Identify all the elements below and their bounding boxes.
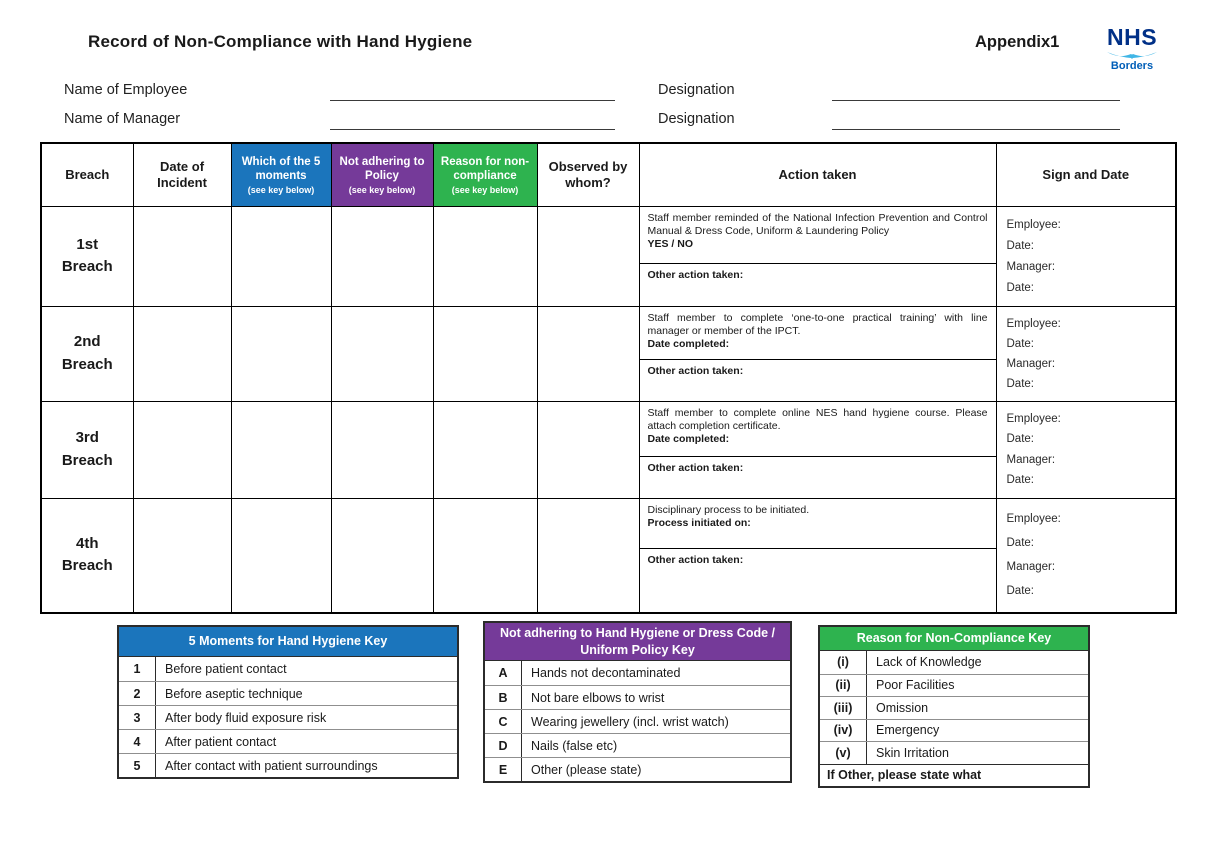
key-row: [485, 661, 790, 685]
breach-1-other-action-label: Other action taken:: [647, 268, 744, 281]
breach-1-reason-cell: [433, 206, 537, 306]
col-header-five-moments-label: Which of the 5 moments: [241, 155, 321, 183]
manager-sign-label: Manager:: [1006, 561, 1056, 574]
breach-1-other-action: [640, 264, 996, 306]
key-row: [485, 685, 790, 709]
name-of-employee-label: Name of Employee: [64, 82, 188, 98]
key-code: 2: [119, 682, 156, 705]
date-label: Date:: [1006, 377, 1034, 390]
breach-2-not-adhering-cell: [331, 306, 433, 401]
key-row: [820, 651, 1088, 674]
breach-row-3: [41, 401, 1176, 498]
key-row: [820, 741, 1088, 764]
col-header-not-adhering-subnote: (see key below): [348, 184, 416, 195]
breach-1-action-bold: YES / NO: [647, 238, 694, 251]
breach-1-action-text: Staff member reminded of the National Infection Prevention and Control Manual & Dress Code, Uniform & Laundering Policy: [647, 211, 988, 237]
key-code: (iii): [820, 697, 867, 719]
key-row: [820, 674, 1088, 697]
col-header-not-adhering: [331, 143, 433, 206]
key-row: [485, 733, 790, 757]
employee-designation-blank-line: [832, 100, 1120, 101]
reason-key-footer: If Other, please state what: [820, 764, 1088, 786]
key-value: Before aseptic technique: [165, 686, 303, 701]
breach-1-action-wrap: [640, 207, 996, 306]
breach-4-action-wrap: [640, 499, 996, 613]
reason-key-title: Reason for Non-Compliance Key: [820, 627, 1088, 651]
breach-1-date-cell: [133, 206, 231, 306]
breach-4-reason-cell: [433, 498, 537, 613]
breach-row-1: [41, 206, 1176, 306]
breach-1-standard-action: [640, 207, 996, 264]
breach-1-ordinal: 1st: [76, 235, 99, 253]
breach-3-action-text: Staff member to complete online NES hand hygiene course. Please attach completion certificate.: [647, 406, 988, 432]
breach-row-2: [41, 306, 1176, 401]
breach-4-action-text: Disciplinary process to be initiated.: [647, 503, 810, 516]
breach-2-action-wrap: [640, 307, 996, 401]
date-label: Date:: [1006, 585, 1034, 598]
breach-2-action-cell: [639, 306, 996, 401]
col-header-observed-by: Observed by whom?: [537, 143, 639, 206]
manager-sign-label: Manager:: [1006, 260, 1056, 273]
policy-key-title: Not adhering to Hand Hygiene or Dress Code / Uniform Policy Key: [485, 623, 790, 661]
breach-3-five-moments-cell: [231, 401, 331, 498]
key-value: Nails (false etc): [531, 738, 618, 753]
breach-2-action-bold: Date completed:: [647, 338, 730, 351]
key-code: (iv): [820, 720, 867, 742]
table-header-row: [41, 143, 1176, 206]
breach-4-other-action: [640, 549, 996, 613]
date-label: Date:: [1006, 537, 1034, 550]
breach-4-standard-action: [640, 499, 996, 549]
col-header-breach: Breach: [41, 143, 133, 206]
breach-2-ordinal: 2nd: [73, 333, 101, 350]
key-code: 5: [119, 754, 156, 777]
manager-designation-label: Designation: [658, 111, 735, 127]
breach-3-ordinal: 3rd: [75, 429, 99, 446]
manager-designation-blank-line: [832, 129, 1120, 130]
breach-4-action-bold: Process initiated on:: [647, 516, 751, 529]
breach-4-ordinal: 4th: [76, 534, 99, 552]
breach-4-date-cell: [133, 498, 231, 613]
five-moments-key-title: 5 Moments for Hand Hygiene Key: [119, 627, 457, 657]
key-value: After body fluid exposure risk: [165, 710, 327, 725]
employee-sign-label: Employee:: [1006, 218, 1061, 231]
key-row: [119, 681, 457, 705]
page-title: Record of Non-Compliance with Hand Hygiene: [88, 32, 473, 51]
breach-4-word: Breach: [61, 557, 113, 575]
breach-3-reason-cell: [433, 401, 537, 498]
key-value: Wearing jewellery (incl. wrist watch): [531, 714, 729, 729]
policy-key-table: [483, 621, 792, 783]
employee-sign-label: Employee:: [1006, 513, 1061, 526]
key-code: C: [485, 710, 522, 733]
breach-1-action-cell: [639, 206, 996, 306]
employee-name-blank-line: [330, 100, 615, 101]
name-of-manager-label: Name of Manager: [64, 111, 181, 127]
breach-3-action-wrap: [640, 402, 996, 498]
breach-4-other-action-label: Other action taken:: [647, 553, 744, 566]
breach-4-sign-wrap: [997, 499, 1176, 613]
breach-3-action-cell: [639, 401, 996, 498]
breach-3-not-adhering-cell: [331, 401, 433, 498]
key-value: Emergency: [876, 723, 940, 738]
key-value: Omission: [876, 700, 929, 715]
key-code: A: [485, 661, 522, 685]
col-header-reason-label: Reason for non-compliance: [440, 155, 530, 183]
breach-1-sign-wrap: [997, 207, 1176, 306]
col-header-reason-subnote: (see key below): [451, 184, 519, 195]
breach-3-word: Breach: [61, 451, 113, 469]
date-label: Date:: [1006, 281, 1034, 294]
date-label: Date:: [1006, 239, 1034, 252]
breach-2-date-cell: [133, 306, 231, 401]
date-label: Date:: [1006, 474, 1034, 487]
non-compliance-table: [40, 142, 1177, 614]
key-code: (ii): [820, 675, 867, 697]
breach-2-standard-action: [640, 307, 996, 360]
nhs-logo-org: Borders: [1110, 60, 1154, 72]
col-header-five-moments: [231, 143, 331, 206]
breach-3-action-bold: Date completed:: [647, 433, 730, 446]
nhs-swoosh-icon: [1106, 50, 1158, 60]
key-row: [820, 719, 1088, 742]
nhs-logo-text: NHS: [1106, 24, 1158, 50]
key-code: 4: [119, 730, 156, 753]
breach-1-sign-date-cell: [996, 206, 1176, 306]
employee-sign-label: Employee:: [1006, 317, 1061, 330]
col-header-five-moments-subnote: (see key below): [247, 184, 315, 195]
breach-2-sign-date-cell: [996, 306, 1176, 401]
breach-3-standard-action: [640, 402, 996, 457]
breach-3-sign-date-cell: [996, 401, 1176, 498]
key-row: [820, 696, 1088, 719]
date-label: Date:: [1006, 433, 1034, 446]
col-header-sign-and-date: Sign and Date: [996, 143, 1176, 206]
breach-2-five-moments-cell: [231, 306, 331, 401]
breach-1-not-adhering-cell: [331, 206, 433, 306]
breach-4-observed-by-cell: [537, 498, 639, 613]
breach-1-five-moments-cell: [231, 206, 331, 306]
col-header-action-taken: Action taken: [639, 143, 996, 206]
breach-4-five-moments-cell: [231, 498, 331, 613]
key-code: E: [485, 758, 522, 781]
manager-sign-label: Manager:: [1006, 453, 1056, 466]
key-value: After patient contact: [165, 734, 277, 749]
key-value: After contact with patient surroundings: [165, 758, 378, 773]
key-row: [485, 757, 790, 781]
breach-3-label-cell: [41, 401, 133, 498]
key-code: D: [485, 734, 522, 757]
breach-3-sign-wrap: [997, 402, 1176, 498]
breach-2-word: Breach: [61, 355, 113, 373]
breach-2-action-text: Staff member to complete ‘one-to-one practical training’ with line manager or member of the IPCT.: [647, 311, 988, 337]
breach-row-4: [41, 498, 1176, 613]
breach-2-other-action: [640, 360, 996, 401]
manager-sign-label: Manager:: [1006, 357, 1056, 370]
breach-4-sign-date-cell: [996, 498, 1176, 613]
breach-2-sign-wrap: [997, 307, 1176, 401]
breach-3-observed-by-cell: [537, 401, 639, 498]
employee-designation-label: Designation: [658, 82, 735, 98]
key-row: [119, 729, 457, 753]
key-value: Hands not decontaminated: [531, 666, 681, 680]
key-code: (i): [820, 651, 867, 674]
key-value: Lack of Knowledge: [876, 655, 982, 670]
employee-sign-label: Employee:: [1006, 412, 1061, 425]
breach-2-reason-cell: [433, 306, 537, 401]
key-row: [119, 657, 457, 681]
manager-name-blank-line: [330, 129, 615, 130]
key-row: [119, 753, 457, 777]
key-code: 1: [119, 657, 156, 681]
key-row: [119, 705, 457, 729]
breach-3-other-action-label: Other action taken:: [647, 461, 744, 474]
key-code: (v): [820, 742, 867, 764]
breach-2-other-action-label: Other action taken:: [647, 364, 744, 377]
nhs-borders-logo: [1103, 26, 1161, 72]
key-row: [485, 709, 790, 733]
breach-2-observed-by-cell: [537, 306, 639, 401]
breach-4-not-adhering-cell: [331, 498, 433, 613]
appendix-label: Appendix1: [975, 33, 1060, 51]
col-header-not-adhering-label: Not adhering to Policy: [339, 155, 425, 183]
key-value: Skin Irritation: [876, 745, 949, 760]
breach-4-label-cell: [41, 498, 133, 613]
breach-1-label-cell: [41, 206, 133, 306]
reason-key-table: [818, 625, 1090, 788]
key-value: Before patient contact: [165, 662, 287, 676]
col-header-reason: [433, 143, 537, 206]
col-header-date-of-incident: Date of Incident: [133, 143, 231, 206]
key-value: Poor Facilities: [876, 678, 955, 693]
breach-1-word: Breach: [61, 258, 113, 275]
date-label: Date:: [1006, 337, 1034, 350]
key-value: Other (please state): [531, 762, 642, 777]
key-code: 3: [119, 706, 156, 729]
breach-4-action-cell: [639, 498, 996, 613]
key-code: B: [485, 686, 522, 709]
breach-1-observed-by-cell: [537, 206, 639, 306]
five-moments-key-table: [117, 625, 459, 779]
breach-3-other-action: [640, 457, 996, 498]
breach-3-date-cell: [133, 401, 231, 498]
breach-2-label-cell: [41, 306, 133, 401]
key-value: Not bare elbows to wrist: [531, 690, 665, 705]
